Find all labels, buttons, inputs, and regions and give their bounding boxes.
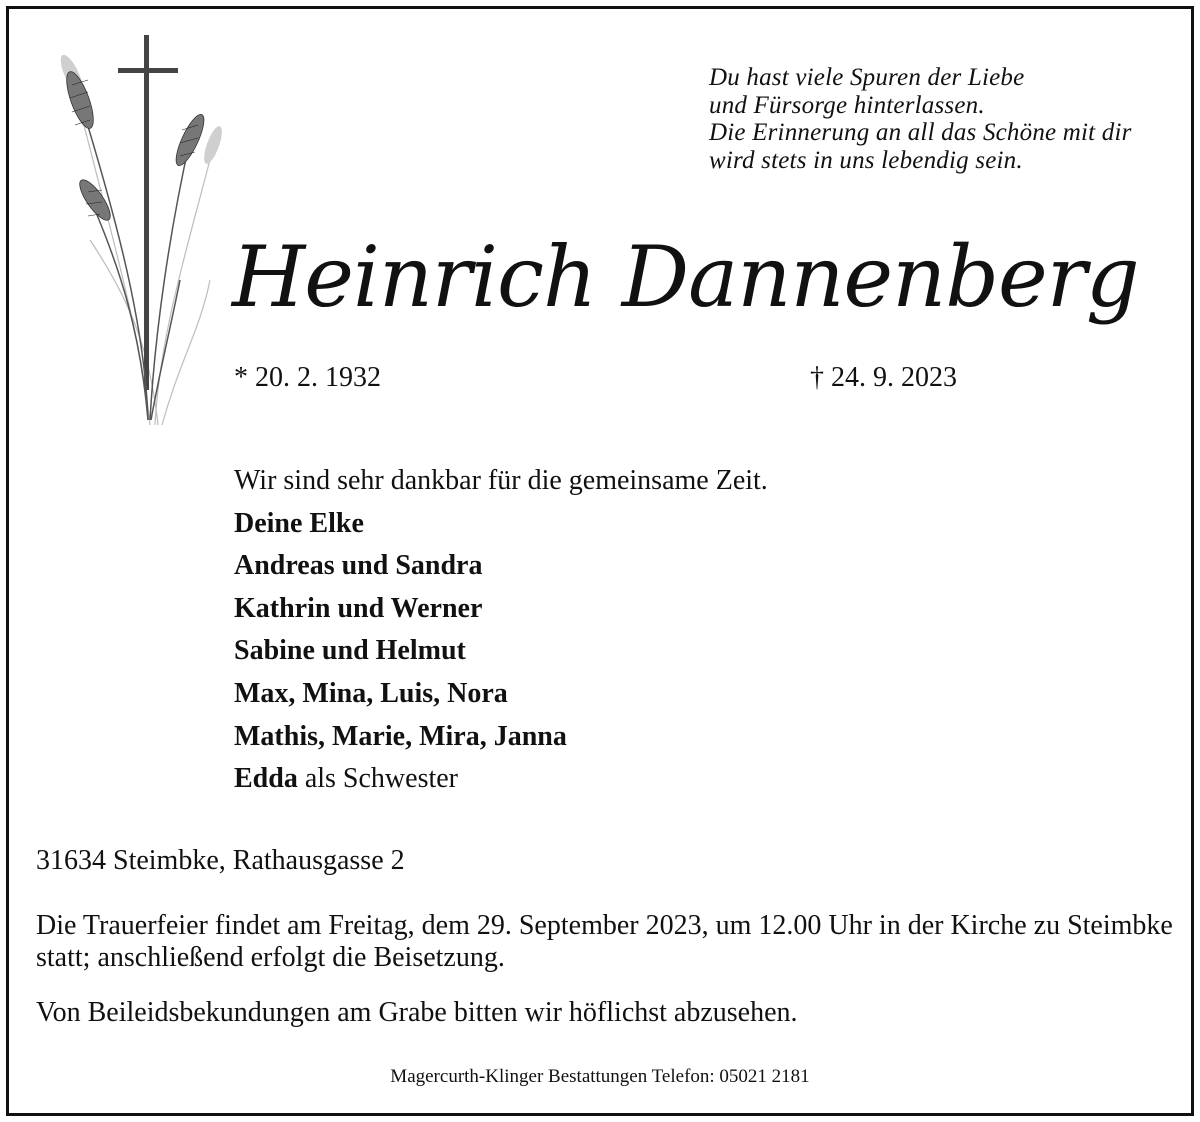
funeral-home-footer: Magercurth-Klinger Bestattungen Telefon: 05021 2181 — [390, 1066, 810, 1087]
poem-line: Die Erinnerung an all das Schöne mit dir — [709, 119, 1132, 146]
address: 31634 Steimbke, Rathausgasse 2 — [36, 845, 405, 876]
family-member: Deine Elke — [234, 507, 364, 539]
cross-with-wheat-icon — [30, 30, 230, 430]
family-member: Mathis, Marie, Mira, Janna — [234, 720, 567, 752]
deceased-name: Heinrich Dannenberg — [232, 228, 1139, 326]
poem — [709, 64, 1179, 174]
poem-line: und Fürsorge hinterlassen. — [709, 91, 985, 119]
sister-name: Edda — [234, 763, 298, 795]
family-member: Max, Mina, Luis, Nora — [234, 677, 508, 709]
birth-date: * 20. 2. 1932 — [234, 362, 381, 393]
poem-line: wird stets in uns lebendig sein. — [709, 146, 1023, 174]
death-date: † 24. 9. 2023 — [810, 362, 957, 393]
family-member: Sabine und Helmut — [234, 635, 466, 667]
poem-line: Du hast viele Spuren der Liebe — [709, 64, 1025, 91]
family-list — [234, 460, 768, 801]
family-intro: Wir sind sehr dankbar für die gemeinsame Zeit. — [234, 465, 768, 496]
family-member: Andreas und Sandra — [234, 550, 483, 582]
family-member-sister — [234, 758, 768, 801]
condolence-note: Von Beileidsbekundungen am Grabe bitten wir höflichst abzusehen. — [36, 997, 798, 1028]
sister-relation: als Schwester — [297, 763, 459, 795]
family-member: Kathrin und Werner — [234, 592, 483, 624]
ceremony-info: Die Trauerfeier findet am Freitag, dem 29. September 2023, um 12.00 Uhr in der Kirche zu Steimbke statt; anschließend erfolgt die Beisetzung. — [36, 910, 1173, 973]
